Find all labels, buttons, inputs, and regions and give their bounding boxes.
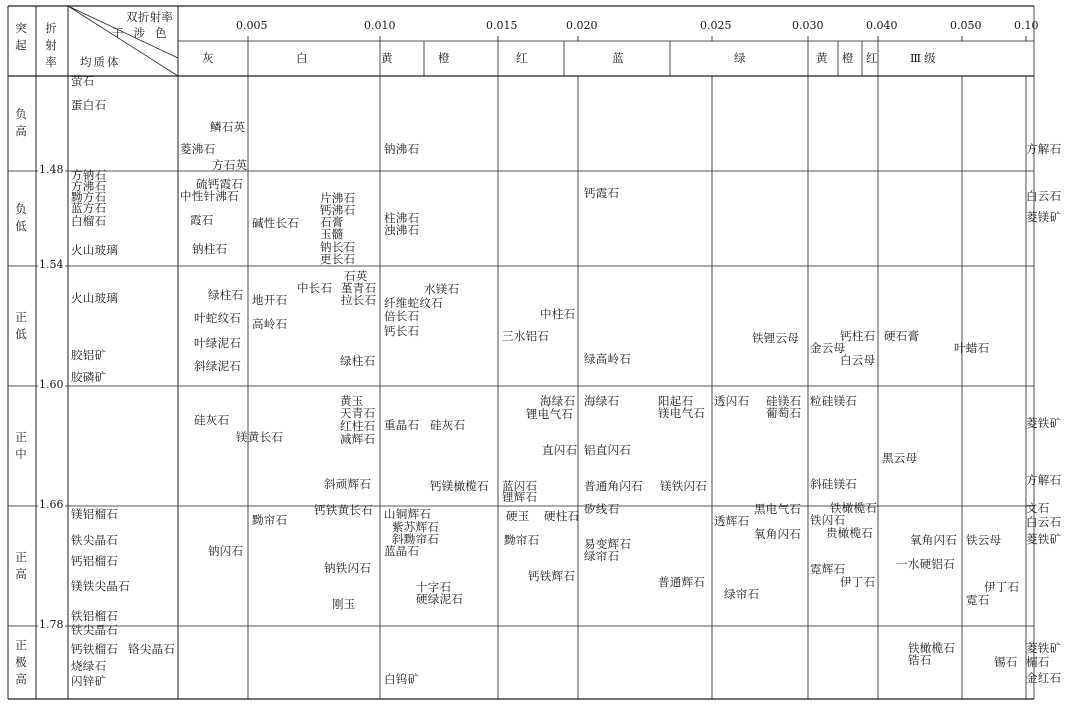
mineral-label: 直闪石: [542, 443, 578, 457]
mineral-label: 铁铝榴石: [71, 609, 119, 623]
birefringence-tick: 0.040: [866, 19, 898, 32]
birefringence-header: 双折射率: [126, 10, 174, 24]
mineral-label: 钙镁橄榄石: [430, 479, 489, 493]
relief-row-label: 负低: [15, 202, 27, 233]
mineral-label: 氧角闪石: [910, 533, 958, 547]
relief-row-label: 正低: [15, 310, 27, 341]
mineral-label: 铁锂云母: [752, 331, 800, 345]
mineral-label: 钠柱石: [192, 242, 228, 256]
interference-color-header: 干涉色: [112, 26, 177, 40]
mineral-label: 浊沸石: [384, 223, 420, 237]
mineral-label: 更长石: [320, 252, 356, 266]
mineral-label: 铬尖晶石: [128, 642, 176, 656]
mineral-label: 方解石: [1026, 142, 1062, 156]
mineral-label: 玉髓: [320, 227, 344, 241]
mineral-label: 普通辉石: [658, 575, 706, 589]
mineral-label: 粒硅镁石: [810, 394, 858, 408]
mineral-label: 纤维蛇纹石: [384, 296, 443, 310]
mineral-label: 叶绿泥石: [194, 336, 242, 350]
mineral-label: 钙铁榴石: [71, 642, 119, 656]
mineral-label: 红柱石: [340, 419, 376, 433]
mineral-label: 斜顽辉石: [324, 477, 372, 491]
mineral-label: 紫苏辉石: [392, 520, 440, 534]
mineral-label: 黝方石: [71, 190, 107, 204]
mineral-label: 氧角闪石: [754, 527, 802, 541]
mineral-label: 斜硅镁石: [810, 477, 858, 491]
isotropic-header: 均质体: [80, 55, 121, 69]
interference-color-label: 红: [516, 51, 528, 65]
mineral-label: 镁铝榴石: [71, 507, 119, 521]
mineral-label: 黄玉: [340, 394, 364, 408]
mineral-label: 斜黝帘石: [392, 532, 440, 546]
mineral-label: 石英: [344, 269, 368, 283]
mineral-label: 方钠石: [71, 168, 107, 182]
mineral-label: 菱铁矿: [1026, 416, 1062, 430]
mineral-label: 堇青石: [341, 281, 377, 295]
mineral-label: 片沸石: [320, 191, 356, 205]
mineral-label: 钙铁辉石: [528, 569, 576, 583]
mineral-label: 海绿石: [540, 394, 576, 408]
mineral-label: 铝直闪石: [584, 443, 632, 457]
mineral-label: 中柱石: [540, 307, 576, 321]
mineral-label: 镁黄长石: [236, 430, 284, 444]
ri-boundary-value: 1.66: [39, 498, 64, 511]
mineral-label: 方沸石: [71, 179, 107, 193]
birefringence-tick: 0.030: [792, 19, 824, 32]
mineral-label: 镁铁尖晶石: [71, 579, 130, 593]
mineral-label: 硬柱石: [544, 509, 580, 523]
interference-color-label: 橙: [438, 51, 450, 65]
mineral-label: 钙铁黄长石: [314, 503, 373, 517]
mineral-label: 铁橄榄石: [908, 641, 956, 655]
mineral-label: 钙长石: [384, 324, 420, 338]
mineral-label: 硬玉: [506, 509, 530, 523]
mineral-label: 绿柱石: [208, 288, 244, 302]
mineral-label: 葡萄石: [766, 406, 802, 420]
mineral-label: 钙霞石: [584, 186, 620, 200]
mineral-label: 霞石: [190, 213, 214, 227]
mineral-label: 钠沸石: [384, 142, 420, 156]
mineral-label: 刚玉: [332, 597, 356, 611]
mineral-label: 拉长石: [341, 293, 377, 307]
birefringence-tick: 0.025: [700, 19, 732, 32]
mineral-label: 胶铝矿: [71, 348, 107, 362]
mineral-label: 山铜辉石: [384, 507, 432, 521]
relief-column-header: 突起: [15, 21, 27, 52]
mineral-label: 伊丁石: [840, 575, 876, 589]
mineral-label: 绿柱石: [340, 354, 376, 368]
mineral-label: 黝帘石: [252, 513, 288, 527]
relief-row-label: 正中: [15, 430, 27, 461]
mineral-label: 锆石: [908, 653, 932, 667]
mineral-label: 阳起石: [658, 394, 694, 408]
mineral-label: 蛋白石: [71, 98, 107, 112]
mineral-label: 镁铁闪石: [660, 479, 708, 493]
birefringence-tick: 0.020: [566, 19, 598, 32]
mineral-label: 碱性长石: [252, 216, 300, 230]
interference-color-label: 橙: [842, 51, 854, 65]
mineral-label: 蓝闪石: [502, 479, 538, 493]
mineral-label: 天青石: [340, 406, 376, 420]
relief-row-label: 负高: [15, 107, 27, 138]
mineral-label: 矽线石: [584, 502, 620, 516]
mineral-label: 水镁石: [424, 282, 460, 296]
mineral-label: 一水硬铝石: [896, 557, 955, 571]
mineral-label: 烧绿石: [71, 659, 107, 673]
mineral-label: 钠闪石: [208, 544, 244, 558]
interference-color-label: Ⅲ级: [910, 51, 939, 65]
mineral-label: 火山玻璃: [71, 291, 119, 305]
mineral-label: 霓石: [966, 593, 990, 607]
mineral-label: 白榴石: [71, 214, 107, 228]
mineral-label: 钙铝榴石: [71, 554, 119, 568]
mineral-label: 黑云母: [882, 451, 918, 465]
mineral-label: 硅灰石: [194, 413, 230, 427]
relief-row-label: 正高: [15, 550, 27, 581]
mineral-label: 铁尖晶石: [71, 623, 119, 637]
mineral-label: 文石: [1026, 501, 1050, 515]
mineral-label: 中长石: [297, 281, 333, 295]
mineral-label: 贵橄榄石: [826, 526, 874, 540]
mineral-label: 火山玻璃: [71, 243, 119, 257]
mineral-label: 叶蜡石: [954, 341, 990, 355]
mineral-label: 方解石: [1026, 473, 1062, 487]
mineral-label: 黝帘石: [504, 533, 540, 547]
mineral-label: 倍长石: [384, 309, 420, 323]
mineral-label: 易变辉石: [584, 537, 632, 551]
mineral-label: 钙柱石: [840, 329, 876, 343]
mineral-label: 铁云母: [966, 533, 1002, 547]
mineral-label: 绿高岭石: [584, 352, 632, 366]
mineral-label: 伊丁石: [984, 580, 1020, 594]
mineral-label: 斜绿泥石: [194, 359, 242, 373]
mineral-label: 钠铁闪石: [324, 561, 372, 575]
mineral-label: 叶蛇纹石: [194, 311, 242, 325]
mineral-label: 高岭石: [252, 317, 288, 331]
relief-row-label: 正极高: [15, 637, 27, 686]
mineral-label: 钠长石: [320, 240, 356, 254]
interference-color-label: 黄: [381, 51, 393, 65]
birefringence-tick: 0.015: [486, 19, 518, 32]
mineral-label: 锂电气石: [526, 407, 574, 421]
birefringence-tick: 0.10: [1014, 19, 1039, 32]
mineral-label: 铁橄榄石: [830, 501, 878, 515]
mineral-label: 减辉石: [340, 432, 376, 446]
mineral-label: 菱铁矿: [1026, 641, 1062, 655]
mineral-label: 萤石: [71, 74, 95, 88]
mineral-label: 硅镁石: [766, 394, 802, 408]
mineral-label: 胶磷矿: [71, 370, 107, 384]
mineral-label: 中性针沸石: [180, 189, 239, 203]
mineral-label: 锡石: [994, 655, 1018, 669]
mineral-label: 菱沸石: [180, 142, 216, 156]
mineral-label: 镁电气石: [658, 406, 706, 420]
interference-color-label: 绿: [734, 51, 746, 65]
interference-color-label: 黄: [816, 51, 828, 65]
mineral-label: 十字石: [416, 580, 452, 594]
interference-color-label: 蓝: [612, 51, 624, 65]
interference-color-label: 白: [296, 51, 308, 65]
ri-boundary-value: 1.54: [39, 258, 64, 271]
ri-boundary-value: 1.78: [39, 618, 64, 631]
mineral-label: 鳞石英: [210, 120, 246, 134]
birefringence-tick: 0.010: [364, 19, 396, 32]
ri-column-header: 折射率: [45, 21, 57, 69]
mineral-label: 黑电气石: [754, 502, 802, 516]
mineral-label: 锂辉石: [502, 490, 538, 504]
mineral-label: 绿帘石: [584, 549, 620, 563]
mineral-label: 方石英: [212, 158, 248, 172]
birefringence-tick: 0.050: [950, 19, 982, 32]
mineral-label: 蓝晶石: [384, 544, 420, 558]
mineral-label: 透闪石: [714, 394, 750, 408]
mineral-label: 三水铝石: [502, 329, 550, 343]
mineral-label: 硫钙霞石: [196, 177, 244, 191]
mineral-label: 透辉石: [714, 514, 750, 528]
mineral-label: 闪锌矿: [71, 674, 107, 688]
mineral-label: 绿帘石: [724, 587, 760, 601]
mineral-label: 白云石: [1026, 189, 1062, 203]
mineral-label: 重晶石: [384, 418, 420, 432]
mineral-label: 普通角闪石: [584, 479, 643, 493]
mineral-label: 榍石: [1026, 655, 1050, 669]
mineral-label: 石膏: [320, 215, 344, 229]
mineral-label: 白云石: [1026, 515, 1062, 529]
ri-boundary-value: 1.48: [39, 163, 64, 176]
mineral-label: 海绿石: [584, 394, 620, 408]
mineral-label: 菱铁矿: [1026, 532, 1062, 546]
mineral-label: 铁尖晶石: [71, 533, 119, 547]
birefringence-tick: 0.005: [236, 19, 268, 32]
interference-color-label: 灰: [202, 51, 214, 65]
mineral-label: 白云母: [840, 353, 876, 367]
mineral-label: 柱沸石: [384, 211, 420, 225]
mineral-label: 铁闪石: [810, 513, 846, 527]
interference-color-label: 红: [866, 51, 878, 65]
mineral-label: 白钨矿: [384, 672, 420, 686]
mineral-label: 菱镁矿: [1026, 210, 1062, 224]
mineral-label: 蓝方石: [71, 201, 107, 215]
ri-boundary-value: 1.60: [39, 378, 64, 391]
mineral-label: 地开石: [252, 293, 288, 307]
mineral-label: 霓辉石: [810, 562, 846, 576]
mineral-label: 硅灰石: [430, 418, 466, 432]
mineral-label: 金红石: [1026, 671, 1062, 685]
mineral-label: 硬绿泥石: [416, 592, 464, 606]
mineral-label: 硬石膏: [884, 329, 920, 343]
mineral-label: 钙沸石: [320, 203, 356, 217]
mineral-label: 金云母: [810, 341, 846, 355]
